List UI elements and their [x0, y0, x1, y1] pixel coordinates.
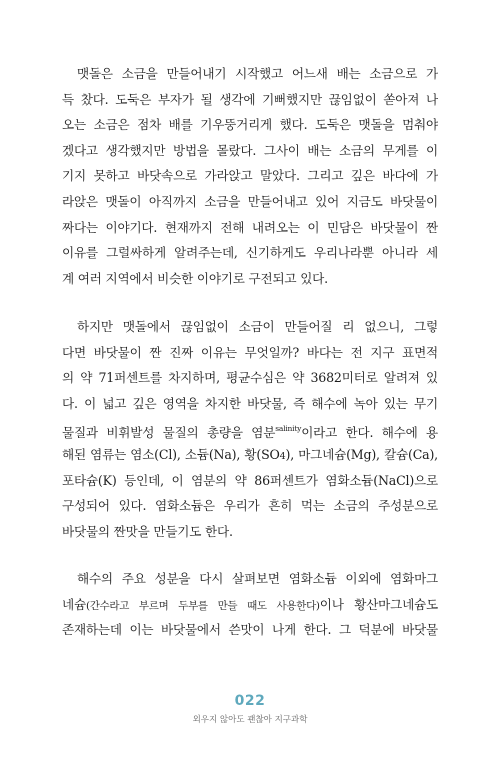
text-line: 득 찼다. 도둑은 부자가 될 생각에 기뻐했지만 끊임없이 쏟아져 나 — [62, 91, 438, 107]
text-line: 하지만 맷돌에서 끊임없이 소금이 만들어질 리 없으니, 그렇 — [77, 319, 438, 334]
sulfate-subscript: 4 — [279, 450, 286, 462]
text-segment: 해된 염류는 염소(Cl), 소듐(Na), 황(SO — [62, 446, 280, 462]
paragraph-bitter-taste — [62, 566, 438, 643]
paragraph-salinity — [62, 314, 438, 544]
text-line: 계 여러 지역에서 비슷한 이야기로 구전되고 있다. — [62, 270, 328, 286]
salinity-superscript: salinity — [275, 424, 302, 434]
text-line: 해수의 주요 성분을 다시 살펴보면 염화소듐 이외에 염화마그 — [77, 571, 438, 586]
text-line: 기지 못하고 바닷속으로 가라앉고 말았다. 그리고 깊은 바다에 가 — [62, 168, 438, 184]
text-line-salinity — [62, 416, 438, 442]
text-line-magnesium — [62, 592, 438, 618]
text-line: 포타슘(K) 등인데, 이 염분의 약 86퍼센트가 염화소듐(NaCl)으로 — [62, 472, 438, 488]
text-segment: 물질과 비휘발성 물질의 총량을 염분 — [62, 425, 276, 441]
text-line: 이유를 그럴싸하게 알려주는데, 신기하게도 우리나라뿐 아니라 세 — [62, 245, 438, 261]
text-segment: 이라고 한다. 해수에 용 — [301, 425, 438, 441]
text-line-salts — [62, 442, 438, 468]
text-line: 짜다는 이야기다. 현재까지 전해 내려오는 이 민담은 바닷물이 짠 — [62, 219, 438, 235]
text-line: 오는 소금은 점차 배를 기우뚱거리게 했다. 도둑은 맷돌을 멈춰야 — [62, 117, 438, 133]
text-line: 존재하는데 이는 바닷물에서 쓴맛이 나게 한다. 그 덕분에 바닷물 — [62, 622, 438, 638]
text-line: 다면 바닷물이 짠 진짜 이유는 무엇일까? 바다는 전 지구 표면적 — [62, 344, 438, 360]
text-segment: ), 마그네슘(Mg), 칼슘(Ca), — [285, 446, 438, 462]
text-line: 구성되어 있다. 염화소듐은 우리가 흔히 먹는 소금의 주성분으로 — [62, 498, 438, 514]
text-line: 맷돌은 소금을 만들어내기 시작했고 어느새 배는 소금으로 가 — [77, 66, 438, 81]
text-line: 겠다고 생각했지만 방법을 몰랐다. 그사이 배는 소금의 무게를 이 — [62, 142, 438, 158]
text-segment: 네슘 — [62, 596, 86, 612]
paragraph-millstone-story — [62, 61, 438, 291]
text-line: 다. 이 넓고 깊은 영역을 차지한 바닷물, 즉 해수에 녹아 있는 무기 — [62, 395, 438, 411]
parenthetical-note: (간수라고 부르며 두부를 만들 때도 사용한다) — [85, 599, 320, 612]
text-line: 라앉은 맷돌이 아직까지 소금을 만들어내고 있어 지금도 바닷물이 — [62, 193, 438, 209]
text-line: 의 약 71퍼센트를 차지하며, 평균수심은 약 3682미터로 알려져 있 — [62, 370, 438, 386]
text-segment: 이나 황산마그네슘도 — [319, 596, 438, 612]
page-number: 022 — [234, 693, 266, 709]
running-footer-title: 외우지 않아도 괜찮아 지구과학 — [192, 715, 308, 725]
text-line: 바닷물의 짠맛을 만들기도 한다. — [62, 523, 233, 539]
